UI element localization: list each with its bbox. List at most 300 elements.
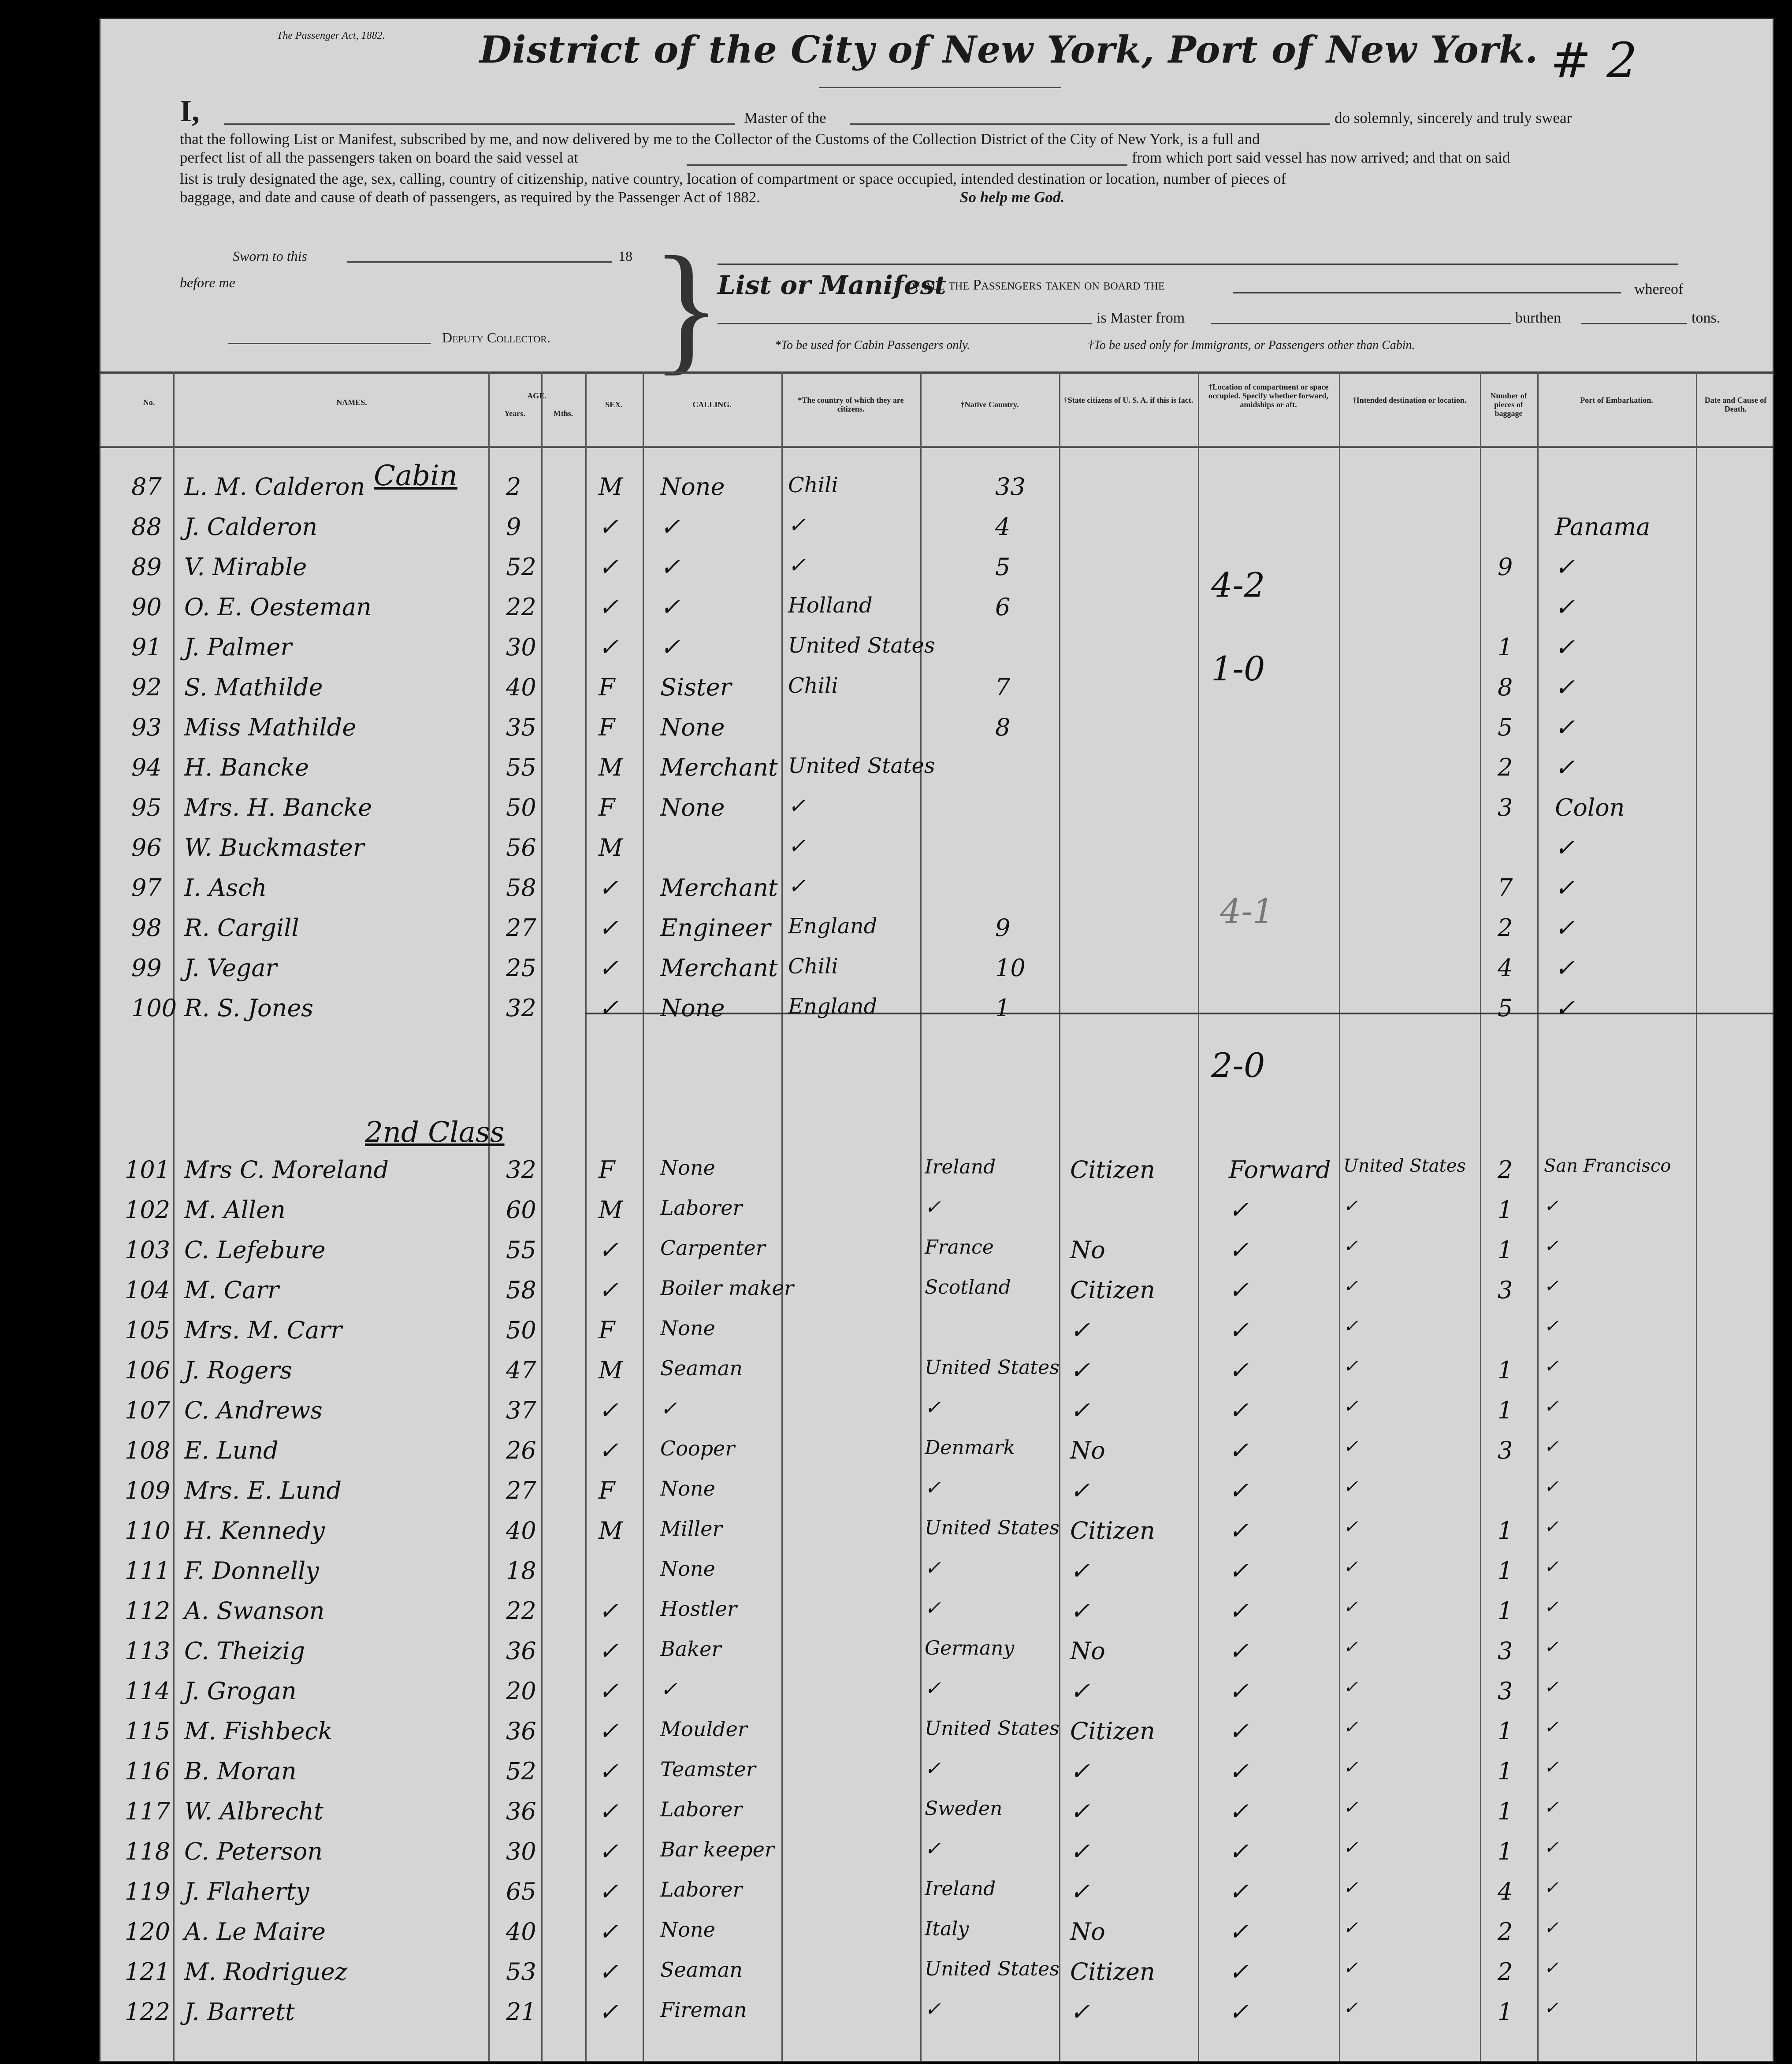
baggage-count: 1 — [1498, 1717, 1513, 1745]
calling: Laborer — [660, 1878, 743, 1901]
baggage-count: 2 — [1498, 1958, 1513, 1986]
title-underline — [819, 87, 1061, 88]
embarkation-port: San Francisco — [1544, 1156, 1671, 1176]
age-years: 52 — [506, 553, 536, 581]
baggage-count: 3 — [1498, 1437, 1513, 1464]
compartment-location: ✓ — [1229, 1717, 1249, 1745]
baggage-count: 7 — [1498, 874, 1513, 902]
compartment-location: ✓ — [1229, 1918, 1249, 1945]
col-head-years: Years. — [504, 409, 525, 418]
row-number: 108 — [125, 1437, 171, 1464]
calling: Boiler maker — [660, 1276, 794, 1300]
native-country: ✓ — [925, 1757, 941, 1780]
annotation: 4-1 — [1220, 891, 1274, 931]
citizen-country: United States — [788, 754, 935, 778]
sex: F — [599, 713, 615, 741]
baggage-count: 1 — [1498, 1356, 1513, 1384]
state-citizen: Citizen — [1070, 1958, 1155, 1986]
native-country: ✓ — [925, 1396, 941, 1419]
table-row — [100, 874, 1773, 914]
row-number: 100 — [131, 994, 177, 1022]
citizen-country: Chili — [788, 954, 838, 979]
sex: ✓ — [599, 513, 619, 541]
row-number: 95 — [131, 794, 162, 821]
age-years: 32 — [506, 1156, 536, 1184]
baggage-count: 1 — [1498, 1998, 1513, 2026]
table-row — [100, 1677, 1773, 1718]
tally-mark: 5 — [995, 553, 1011, 581]
age-years: 35 — [506, 713, 536, 741]
age-years: 36 — [506, 1637, 536, 1665]
sex: ✓ — [599, 874, 619, 902]
baggage-count: 4 — [1498, 954, 1513, 982]
row-number: 119 — [125, 1878, 171, 1905]
passenger-name: R. S. Jones — [184, 994, 313, 1022]
baggage-count: 3 — [1498, 1677, 1513, 1705]
age-years: 30 — [506, 633, 536, 661]
calling: ✓ — [660, 513, 680, 541]
passenger-name: L. M. Calderon — [184, 473, 365, 501]
calling: Laborer — [660, 1196, 743, 1220]
table-row — [100, 1878, 1773, 1918]
row-number: 99 — [131, 954, 162, 982]
manifest-title: List or Manifest — [718, 270, 947, 300]
passenger-name: Mrs C. Moreland — [184, 1156, 389, 1184]
native-country: Ireland — [925, 1878, 996, 1900]
row-number: 109 — [125, 1477, 171, 1504]
compartment-location: ✓ — [1229, 1477, 1249, 1504]
native-country: ✓ — [925, 1597, 941, 1619]
sex: ✓ — [599, 1918, 619, 1945]
row-number: 101 — [125, 1156, 171, 1184]
embarkation-port: ✓ — [1544, 1597, 1559, 1617]
age-years: 60 — [506, 1196, 536, 1224]
compartment-location: ✓ — [1229, 1236, 1249, 1264]
sex: ✓ — [599, 994, 619, 1022]
calling: Moulder — [660, 1717, 747, 1741]
table-row — [100, 754, 1773, 794]
passenger-name: C. Andrews — [184, 1396, 323, 1424]
embarkation-port: ✓ — [1544, 1677, 1559, 1697]
baggage-count: 3 — [1498, 1276, 1513, 1304]
table-row — [100, 794, 1773, 834]
passenger-name: M. Fishbeck — [184, 1717, 333, 1745]
embarkation-port: ✓ — [1555, 874, 1575, 902]
sex: ✓ — [599, 593, 619, 621]
row-number: 92 — [131, 673, 162, 701]
baggage-count: 2 — [1498, 1156, 1513, 1184]
sex: F — [599, 1477, 615, 1504]
embarkation-port: ✓ — [1544, 1918, 1559, 1938]
state-citizen: ✓ — [1070, 1878, 1090, 1905]
sex: ✓ — [599, 1396, 619, 1424]
row-number: 90 — [131, 593, 162, 621]
col-head-no: No. — [143, 398, 155, 407]
table-row — [100, 1517, 1773, 1557]
calling: None — [660, 473, 725, 501]
native-country: Ireland — [925, 1156, 996, 1178]
baggage-count: 2 — [1498, 1918, 1513, 1945]
col-head-destination: †Intended destination or location. — [1352, 396, 1467, 405]
citizen-country: England — [788, 994, 877, 1019]
embarkation-port: ✓ — [1544, 1276, 1559, 1296]
manifest-burthen: burthen — [1515, 310, 1561, 326]
table-row — [100, 1437, 1773, 1477]
oath-line-3: list is truly designated the age, sex, calling, country of citizenship, native country, location of compartment or space occupied, intended destination or location, number of pieces of — [180, 170, 1286, 187]
baggage-count: 1 — [1498, 1797, 1513, 1825]
citizen-country: ✓ — [788, 874, 806, 898]
age-years: 36 — [506, 1717, 536, 1745]
row-number: 91 — [131, 633, 162, 661]
oath-line-4: baggage, and date and cause of death of passengers, as required by the Passenger Act of 1882. — [180, 189, 760, 206]
passenger-name: W. Albrecht — [184, 1797, 323, 1825]
embarkation-port: ✓ — [1544, 1236, 1559, 1256]
manifest-top-line — [718, 264, 1678, 265]
destination: ✓ — [1343, 1637, 1358, 1657]
oath-line-2b: from which port said vessel has now arrived; and that on said — [1132, 149, 1510, 166]
passenger-name: J. Grogan — [184, 1677, 297, 1705]
col-head-age: AGE. — [527, 391, 547, 400]
table-row — [100, 1356, 1773, 1397]
compartment-location: ✓ — [1229, 1677, 1249, 1705]
baggage-count: 2 — [1498, 754, 1513, 781]
destination: ✓ — [1343, 1276, 1358, 1296]
destination: ✓ — [1343, 1557, 1358, 1577]
sheet-mark: # 2 — [1550, 32, 1638, 89]
native-country: ✓ — [925, 1838, 941, 1860]
baggage-count: 8 — [1498, 673, 1513, 701]
manifest-table — [100, 371, 1773, 2062]
passenger-name: V. Mirable — [184, 553, 307, 581]
age-years: 40 — [506, 1918, 536, 1945]
row-number: 118 — [125, 1838, 171, 1865]
calling: Merchant — [660, 754, 778, 781]
tally-mark: 6 — [995, 593, 1011, 621]
native-country: ✓ — [925, 1998, 941, 2020]
baggage-count: 1 — [1498, 1396, 1513, 1424]
passenger-name: J. Flaherty — [184, 1878, 309, 1905]
tally-mark: 9 — [995, 914, 1011, 942]
age-years: 55 — [506, 1236, 536, 1264]
row-number: 120 — [125, 1918, 171, 1945]
destination: United States — [1343, 1156, 1466, 1176]
age-years: 20 — [506, 1677, 536, 1705]
row-number: 112 — [125, 1597, 171, 1625]
sex: ✓ — [599, 553, 619, 581]
annotation: 4-2 — [1211, 565, 1265, 605]
table-row — [100, 1557, 1773, 1597]
passenger-name: C. Peterson — [184, 1838, 323, 1865]
passenger-name: S. Mathilde — [184, 673, 323, 701]
age-years: 25 — [506, 954, 536, 982]
state-citizen: ✓ — [1070, 1396, 1090, 1424]
native-country: United States — [925, 1958, 1060, 1980]
passenger-name: M. Carr — [184, 1276, 279, 1304]
embarkation-port: ✓ — [1555, 553, 1575, 581]
age-years: 36 — [506, 1797, 536, 1825]
calling: Cooper — [660, 1437, 735, 1460]
sex: F — [599, 673, 615, 701]
destination: ✓ — [1343, 1517, 1358, 1537]
native-country: Italy — [925, 1918, 969, 1940]
native-country: ✓ — [925, 1677, 941, 1700]
embarkation-port: ✓ — [1544, 1437, 1559, 1457]
destination: ✓ — [1343, 1757, 1358, 1778]
destination: ✓ — [1343, 1597, 1358, 1617]
citizen-country: Chili — [788, 673, 838, 698]
row-number: 117 — [125, 1797, 171, 1825]
passenger-name: M. Rodriguez — [184, 1958, 348, 1986]
baggage-count: 1 — [1498, 1517, 1513, 1544]
baggage-count: 1 — [1498, 1838, 1513, 1865]
native-country: Scotland — [925, 1276, 1011, 1299]
oath-vessel-line — [850, 123, 1330, 125]
calling: Merchant — [660, 954, 778, 982]
state-citizen: No — [1070, 1637, 1105, 1665]
calling: ✓ — [660, 1677, 677, 1701]
calling: Bar keeper — [660, 1838, 774, 1861]
passenger-name: B. Moran — [184, 1757, 297, 1785]
sex: M — [599, 1196, 623, 1224]
destination: ✓ — [1343, 1396, 1358, 1417]
act-label: The Passenger Act, 1882. — [277, 30, 385, 41]
row-number: 111 — [125, 1557, 171, 1585]
tally-mark: 1 — [995, 994, 1011, 1022]
calling: None — [660, 794, 725, 821]
age-years: 22 — [506, 1597, 536, 1625]
table-row — [100, 834, 1773, 874]
sex: ✓ — [599, 1757, 619, 1785]
embarkation-port: ✓ — [1555, 754, 1575, 781]
embarkation-port: ✓ — [1555, 954, 1575, 982]
embarkation-port: ✓ — [1544, 1316, 1559, 1336]
row-number: 103 — [125, 1236, 171, 1264]
sex: ✓ — [599, 1717, 619, 1745]
passenger-name: Mrs. E. Lund — [184, 1477, 342, 1504]
deputy-line — [228, 343, 431, 344]
manifest-from-line — [1211, 323, 1511, 324]
embarkation-port: ✓ — [1555, 994, 1575, 1022]
sex: M — [599, 834, 623, 861]
sex: F — [599, 794, 615, 821]
baggage-count: 1 — [1498, 1557, 1513, 1585]
passenger-name: C. Theizig — [184, 1637, 305, 1665]
state-citizen: Citizen — [1070, 1517, 1155, 1544]
calling: Teamster — [660, 1757, 756, 1781]
state-citizen: ✓ — [1070, 1797, 1090, 1825]
calling: ✓ — [660, 593, 680, 621]
compartment-location: ✓ — [1229, 1637, 1249, 1665]
state-citizen: No — [1070, 1236, 1105, 1264]
embarkation-port: ✓ — [1544, 1797, 1559, 1818]
row-number: 115 — [125, 1717, 171, 1745]
table-row — [100, 1276, 1773, 1317]
sex: ✓ — [599, 1797, 619, 1825]
native-country: ✓ — [925, 1477, 941, 1499]
table-row — [100, 1637, 1773, 1678]
section-cabin: Cabin — [374, 460, 457, 492]
table-row — [100, 1797, 1773, 1838]
table-row — [100, 1838, 1773, 1878]
compartment-location: Forward — [1229, 1156, 1331, 1184]
row-number: 106 — [125, 1356, 171, 1384]
section-second-class: 2nd Class — [365, 1116, 505, 1149]
baggage-count: 1 — [1498, 1597, 1513, 1625]
calling: Fireman — [660, 1998, 747, 2022]
compartment-location: ✓ — [1229, 1797, 1249, 1825]
sex: F — [599, 1316, 615, 1344]
destination: ✓ — [1343, 1477, 1358, 1497]
age-years: 9 — [506, 513, 521, 541]
embarkation-port: ✓ — [1544, 1517, 1559, 1537]
compartment-location: ✓ — [1229, 1316, 1249, 1344]
row-number: 121 — [125, 1958, 171, 1986]
passenger-name: W. Buckmaster — [184, 834, 364, 861]
row-number: 107 — [125, 1396, 171, 1424]
calling: Sister — [660, 673, 732, 701]
age-years: 58 — [506, 874, 536, 902]
sex: ✓ — [599, 1637, 619, 1665]
citizen-country: ✓ — [788, 834, 806, 858]
embarkation-port: Panama — [1555, 513, 1651, 541]
native-country: United States — [925, 1717, 1060, 1740]
embarkation-port: ✓ — [1544, 1998, 1559, 2018]
passenger-name: J. Palmer — [184, 633, 292, 661]
table-row — [100, 1757, 1773, 1798]
table-row — [100, 1998, 1773, 2038]
table-row — [100, 994, 1773, 1035]
table-row — [100, 954, 1773, 995]
age-years: 56 — [506, 834, 536, 861]
table-row — [100, 1316, 1773, 1357]
destination: ✓ — [1343, 1998, 1358, 2018]
table-row — [100, 1477, 1773, 1517]
calling: None — [660, 1316, 715, 1340]
calling: Hostler — [660, 1597, 737, 1621]
age-years: 58 — [506, 1276, 536, 1304]
state-citizen: ✓ — [1070, 1838, 1090, 1865]
passenger-name: Mrs. H. Bancke — [184, 794, 372, 821]
manifest-vessel-line — [1233, 292, 1621, 293]
embarkation-port: ✓ — [1555, 593, 1575, 621]
sex: ✓ — [599, 1276, 619, 1304]
state-citizen: No — [1070, 1437, 1105, 1464]
sex: ✓ — [599, 1838, 619, 1865]
calling: Seaman — [660, 1958, 743, 1982]
embarkation-port: ✓ — [1555, 914, 1575, 942]
tally-mark: 8 — [995, 713, 1011, 741]
before-me: before me — [180, 275, 235, 290]
destination: ✓ — [1343, 1677, 1358, 1697]
table-row — [100, 713, 1773, 754]
manifest-master-line — [718, 323, 1092, 324]
tally-mark: 10 — [995, 954, 1026, 982]
state-citizen: ✓ — [1070, 1557, 1090, 1585]
age-years: 50 — [506, 1316, 536, 1344]
baggage-count: 5 — [1498, 713, 1513, 741]
manifest-whereof: whereof — [1634, 281, 1684, 297]
compartment-location: ✓ — [1229, 1517, 1249, 1544]
table-row — [100, 914, 1773, 954]
manifest-tons: tons. — [1692, 310, 1721, 326]
age-years: 22 — [506, 593, 536, 621]
compartment-location: ✓ — [1229, 1437, 1249, 1464]
compartment-location: ✓ — [1229, 1757, 1249, 1785]
brace: } — [651, 227, 721, 388]
age-years: 40 — [506, 673, 536, 701]
age-years: 21 — [506, 1998, 536, 2026]
calling: None — [660, 994, 725, 1022]
age-years: 26 — [506, 1437, 536, 1464]
native-country: Denmark — [925, 1437, 1015, 1459]
annotation: 1-0 — [1211, 649, 1265, 688]
row-number: 104 — [125, 1276, 171, 1304]
state-citizen: Citizen — [1070, 1717, 1155, 1745]
row-number: 114 — [125, 1677, 171, 1705]
row-number: 113 — [125, 1637, 171, 1665]
col-head-mths: Mths. — [553, 409, 573, 418]
col-head-calling: CALLING. — [692, 400, 732, 409]
calling: ✓ — [660, 1396, 677, 1420]
age-years: 18 — [506, 1557, 536, 1585]
passenger-name: O. E. Oesteman — [184, 593, 372, 621]
embarkation-port: ✓ — [1544, 1477, 1559, 1497]
col-head-death: Date and Cause of Death. — [1704, 396, 1767, 413]
compartment-location: ✓ — [1229, 1838, 1249, 1865]
col-head-location: †Location of compartment or space occupied. Specify whether forward, amidships or aft. — [1208, 382, 1329, 409]
passenger-name: A. Swanson — [184, 1597, 325, 1625]
passenger-name: I. Asch — [184, 874, 267, 902]
citizen-country: Holland — [788, 593, 873, 618]
passenger-name: Mrs. M. Carr — [184, 1316, 342, 1344]
manifest-master-from: is Master from — [1097, 310, 1185, 326]
embarkation-port: ✓ — [1544, 1637, 1559, 1657]
oath-god: So help me God. — [960, 189, 1065, 206]
citizen-country: ✓ — [788, 794, 806, 818]
age-years: 2 — [506, 473, 521, 501]
destination: ✓ — [1343, 1356, 1358, 1377]
baggage-count: 1 — [1498, 1196, 1513, 1224]
compartment-location: ✓ — [1229, 1276, 1249, 1304]
passenger-name: J. Calderon — [184, 513, 318, 541]
calling: Carpenter — [660, 1236, 766, 1260]
table-head-rule — [100, 446, 1773, 448]
row-number: 89 — [131, 553, 162, 581]
row-number: 87 — [131, 473, 162, 501]
table-row — [100, 633, 1773, 674]
row-number: 96 — [131, 834, 162, 861]
oath-master-of: Master of the — [744, 109, 826, 126]
table-row — [100, 513, 1773, 553]
passenger-name: M. Allen — [184, 1196, 286, 1224]
manifest-of: of all the Passengers taken on board the — [907, 277, 1165, 293]
sex: ✓ — [599, 954, 619, 982]
tally-mark: 7 — [995, 673, 1011, 701]
calling: Laborer — [660, 1797, 743, 1821]
citizen-country: ✓ — [788, 553, 806, 578]
baggage-count: 4 — [1498, 1878, 1513, 1905]
age-years: 50 — [506, 794, 536, 821]
deputy-label: Deputy Collector. — [442, 330, 550, 345]
row-number: 105 — [125, 1316, 171, 1344]
native-country: United States — [925, 1517, 1060, 1539]
embarkation-port: ✓ — [1544, 1196, 1559, 1216]
native-country: ✓ — [925, 1557, 941, 1579]
sex: M — [599, 1356, 623, 1384]
row-number: 102 — [125, 1196, 171, 1224]
state-citizen: ✓ — [1070, 1477, 1090, 1504]
native-country: Sweden — [925, 1797, 1003, 1820]
